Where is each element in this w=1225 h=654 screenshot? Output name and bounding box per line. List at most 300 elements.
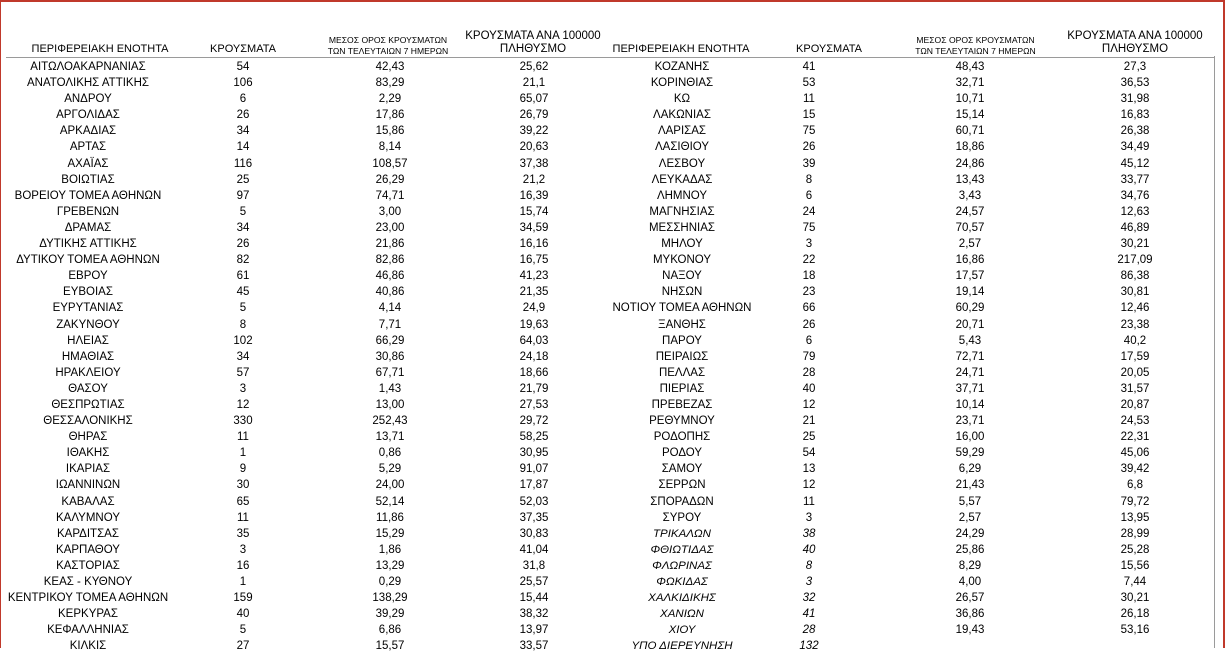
table-row <box>0 284 610 300</box>
region-cell: ΒΟΙΩΤΙΑΣ <box>61 173 115 186</box>
per100k-cell: 30,95 <box>519 447 549 460</box>
table-row <box>580 204 1220 220</box>
cases-cell: 3 <box>805 576 813 588</box>
region-cell: ΛΕΣΒΟΥ <box>658 157 706 170</box>
avg-cell: 1,43 <box>378 382 402 395</box>
region-cell: ΙΩΑΝΝΙΝΩΝ <box>55 479 121 492</box>
cases-cell: 11 <box>803 93 815 106</box>
region-cell: ΑΧΑΪΑΣ <box>67 157 109 170</box>
table-row <box>0 236 610 252</box>
per100k-cell: 12,46 <box>1120 302 1150 315</box>
table-row <box>0 526 610 542</box>
avg-cell: 15,57 <box>375 640 405 653</box>
region-cell: ΝΗΣΩΝ <box>661 286 703 299</box>
cases-cell: 12 <box>802 479 816 492</box>
region-cell: ΘΕΣΣΑΛΟΝΙΚΗΣ <box>43 415 133 428</box>
per100k-cell: 21,1 <box>522 77 546 90</box>
region-cell: ΑΝΔΡΟΥ <box>64 93 112 106</box>
avg-cell: 16,86 <box>955 254 985 267</box>
per100k-cell: 26,79 <box>519 109 549 122</box>
cases-cell: 1 <box>239 447 247 460</box>
cases-cell: 25 <box>236 173 250 186</box>
avg-cell: 5,43 <box>958 334 982 347</box>
avg-cell: 8,14 <box>378 141 402 154</box>
per100k-cell: 20,63 <box>519 141 549 154</box>
cases-cell: 11 <box>803 495 815 508</box>
avg-cell: 83,29 <box>375 77 405 90</box>
per100k-cell: 217,09 <box>1117 254 1153 267</box>
table-row <box>580 542 1220 558</box>
per100k-cell: 13,97 <box>519 624 549 637</box>
cases-cell: 61 <box>236 270 250 283</box>
cases-cell: 22 <box>802 254 816 267</box>
avg-cell: 26,29 <box>375 173 405 186</box>
per100k-cell: 24,53 <box>1120 415 1150 428</box>
avg-cell: 13,29 <box>375 559 405 572</box>
avg-cell: 7,71 <box>378 318 402 331</box>
per100k-cell: 45,06 <box>1120 447 1150 460</box>
avg-cell: 24,71 <box>955 366 985 379</box>
region-cell: ΚΩ <box>673 93 691 106</box>
header-avg-right-line2: ΤΩΝ ΤΕΛΕΥΤΑΙΩΝ 7 ΗΜΕΡΩΝ <box>915 46 1036 56</box>
cases-cell: 28 <box>802 624 816 637</box>
region-cell: ΧΙΟΥ <box>668 624 696 637</box>
cases-cell: 102 <box>233 334 253 347</box>
avg-cell: 10,71 <box>955 93 985 106</box>
per100k-cell: 31,57 <box>1120 382 1150 395</box>
table-row <box>0 477 610 493</box>
avg-cell: 6,86 <box>378 624 402 637</box>
avg-cell: 30,86 <box>375 350 405 363</box>
per100k-cell: 36,53 <box>1120 77 1150 90</box>
per100k-cell: 37,38 <box>519 157 549 170</box>
header-cases-right: ΚΡΟΥΣΜΑΤΑ <box>796 43 862 55</box>
table-row <box>580 397 1220 413</box>
avg-cell: 24,29 <box>955 527 985 540</box>
table-row <box>580 107 1220 123</box>
cases-cell: 5 <box>239 205 247 218</box>
avg-cell: 19,43 <box>955 624 985 637</box>
table-row <box>0 172 610 188</box>
per100k-cell: 65,07 <box>519 93 549 106</box>
per100k-cell: 20,05 <box>1120 366 1150 379</box>
region-cell: ΘΑΣΟΥ <box>68 382 108 395</box>
table-row <box>580 123 1220 139</box>
avg-cell: 4,00 <box>958 576 982 588</box>
per100k-cell: 25,57 <box>519 576 549 588</box>
header-per100k-left-line2: ΠΛΗΘΥΣΜΟ <box>499 43 567 55</box>
avg-cell: 82,86 <box>375 254 405 267</box>
table-row <box>0 300 610 316</box>
header-avg-left <box>313 35 463 57</box>
avg-cell: 59,29 <box>955 447 985 460</box>
per100k-cell: 52,03 <box>519 495 549 508</box>
table-row <box>580 59 1220 75</box>
cases-cell: 34 <box>236 221 250 234</box>
table-row <box>580 75 1220 91</box>
cases-cell: 23 <box>802 286 816 299</box>
region-cell: ΛΑΡΙΣΑΣ <box>657 125 707 138</box>
per100k-cell: 30,81 <box>1120 286 1150 299</box>
region-cell: ΛΑΣΙΘΙΟΥ <box>654 141 710 154</box>
avg-cell: 36,86 <box>955 608 985 621</box>
cases-cell: 65 <box>236 495 250 508</box>
region-cell: ΧΑΛΚΙΔΙΚΗΣ <box>648 592 716 605</box>
avg-cell: 66,29 <box>375 334 405 347</box>
avg-cell: 52,14 <box>375 495 405 508</box>
cases-cell: 82 <box>236 254 250 267</box>
region-cell: ΚΕΦΑΛΛΗΝΙΑΣ <box>47 624 129 637</box>
per100k-cell: 30,21 <box>1120 592 1150 605</box>
region-cell: ΔΥΤΙΚΗΣ ΑΤΤΙΚΗΣ <box>39 238 137 251</box>
per100k-cell: 24,9 <box>522 302 546 315</box>
region-cell: ΚΕΑΣ - ΚΥΘΝΟΥ <box>43 576 133 588</box>
per100k-cell: 53,16 <box>1120 624 1150 637</box>
avg-cell: 108,57 <box>372 157 408 170</box>
per100k-cell: 25,28 <box>1120 543 1150 556</box>
per100k-cell: 79,72 <box>1120 495 1150 508</box>
region-cell: ΚΑΒΑΛΑΣ <box>61 495 115 508</box>
cases-cell: 54 <box>802 447 816 460</box>
region-cell: ΤΡΙΚΑΛΩΝ <box>653 527 711 540</box>
region-cell: ΘΕΣΠΡΩΤΙΑΣ <box>51 398 125 411</box>
region-cell: ΜΕΣΣΗΝΙΑΣ <box>648 221 716 234</box>
avg-cell: 18,86 <box>955 141 985 154</box>
per100k-cell: 29,72 <box>519 415 549 428</box>
per100k-cell: 23,38 <box>1120 318 1150 331</box>
region-cell: ΣΠΟΡΑΔΩΝ <box>650 495 714 508</box>
avg-cell: 24,00 <box>375 479 405 492</box>
per100k-cell: 46,89 <box>1120 221 1150 234</box>
cases-cell: 41 <box>802 61 816 73</box>
avg-cell: 60,71 <box>955 125 985 138</box>
table-row <box>0 268 610 284</box>
avg-cell: 0,86 <box>378 447 402 460</box>
avg-cell: 15,86 <box>375 125 405 138</box>
per100k-cell: 31,98 <box>1120 93 1150 106</box>
per100k-cell: 21,2 <box>522 173 546 186</box>
region-cell: ΚΙΛΚΙΣ <box>69 640 107 653</box>
avg-cell: 70,57 <box>955 221 985 234</box>
table-row <box>580 429 1220 445</box>
cases-cell: 5 <box>239 624 247 637</box>
cases-cell: 26 <box>236 238 250 251</box>
cases-cell: 45 <box>236 286 250 299</box>
table-row <box>0 510 610 526</box>
avg-cell: 3,00 <box>378 205 402 218</box>
cases-cell: 11 <box>237 511 249 524</box>
cases-cell: 330 <box>233 415 253 428</box>
cases-cell: 41 <box>802 608 816 621</box>
table-row <box>0 558 610 574</box>
table-row <box>580 574 1220 590</box>
avg-cell: 13,71 <box>375 431 405 444</box>
region-cell: ΛΗΜΝΟΥ <box>656 189 708 202</box>
table-row <box>0 590 610 606</box>
window-frame-top <box>0 0 1225 2</box>
cases-cell: 21 <box>802 415 816 428</box>
avg-cell: 6,29 <box>958 463 982 476</box>
per100k-cell: 20,87 <box>1120 398 1150 411</box>
table-row <box>0 139 610 155</box>
cases-cell: 34 <box>236 125 250 138</box>
cases-cell: 6 <box>805 334 813 347</box>
table-row <box>580 590 1220 606</box>
per100k-cell: 12,63 <box>1120 205 1150 218</box>
cases-cell: 6 <box>805 189 813 202</box>
table-row <box>580 139 1220 155</box>
table-row <box>580 300 1220 316</box>
avg-cell: 23,71 <box>955 415 985 428</box>
region-cell: ΦΛΩΡΙΝΑΣ <box>652 559 712 572</box>
region-cell: ΡΕΘΥΜΝΟΥ <box>649 415 715 428</box>
region-cell: ΜΥΚΟΝΟΥ <box>652 254 712 267</box>
region-cell: ΠΑΡΟΥ <box>662 334 702 347</box>
region-cell: ΘΗΡΑΣ <box>68 431 108 444</box>
table-row <box>0 59 610 75</box>
per100k-cell: 34,49 <box>1120 141 1150 154</box>
region-cell: ΑΡΚΑΔΙΑΣ <box>59 125 117 138</box>
avg-cell: 20,71 <box>955 318 985 331</box>
per100k-cell: 39,22 <box>519 125 549 138</box>
cases-cell: 12 <box>236 398 250 411</box>
table-row <box>0 252 610 268</box>
table-row <box>0 107 610 123</box>
cases-cell: 28 <box>802 366 816 379</box>
table-row <box>0 365 610 381</box>
table-row <box>0 220 610 236</box>
region-cell: ΡΟΔΟΠΗΣ <box>653 431 711 444</box>
region-cell: ΓΡΕΒΕΝΩΝ <box>56 205 120 218</box>
per100k-cell: 33,57 <box>519 640 549 653</box>
region-cell: ΠΙΕΡΙΑΣ <box>659 382 705 395</box>
avg-cell: 32,71 <box>955 77 985 90</box>
avg-cell: 40,86 <box>375 286 405 299</box>
cases-cell: 53 <box>802 77 816 90</box>
cases-cell: 66 <box>802 302 816 315</box>
region-cell: ΚΕΡΚΥΡΑΣ <box>58 608 118 621</box>
cases-cell: 106 <box>233 77 253 90</box>
avg-cell: 13,43 <box>955 173 985 186</box>
table-row <box>0 75 610 91</box>
table-row <box>580 220 1220 236</box>
table-row <box>580 461 1220 477</box>
region-cell: ΠΕΙΡΑΙΩΣ <box>655 350 709 363</box>
cases-cell: 3 <box>239 382 247 395</box>
table-row <box>580 156 1220 172</box>
per100k-cell: 91,07 <box>519 463 549 476</box>
cases-cell: 13 <box>802 463 816 476</box>
per100k-cell: 17,59 <box>1120 350 1150 363</box>
table-row <box>580 413 1220 429</box>
region-cell: ΝΟΤΙΟΥ ΤΟΜΕΑ ΑΘΗΝΩΝ <box>612 302 752 315</box>
per100k-cell: 16,75 <box>519 254 549 267</box>
avg-cell: 5,57 <box>958 495 982 508</box>
region-cell: ΔΡΑΜΑΣ <box>64 221 112 234</box>
region-cell: ΕΥΡΥΤΑΝΙΑΣ <box>52 302 124 315</box>
cases-cell: 15 <box>802 109 816 122</box>
avg-cell: 42,43 <box>375 61 405 73</box>
region-cell: ΦΘΙΩΤΙΔΑΣ <box>650 543 714 556</box>
per100k-cell: 16,39 <box>519 189 549 202</box>
header-per100k-left-line1: ΚΡΟΥΣΜΑΤΑ ΑΝΑ 100000 <box>465 30 601 42</box>
table-row <box>0 638 610 654</box>
per100k-cell: 41,04 <box>519 543 549 556</box>
table-row <box>580 526 1220 542</box>
table-row <box>0 445 610 461</box>
table-row <box>0 349 610 365</box>
table-row <box>580 333 1220 349</box>
table-row <box>0 542 610 558</box>
avg-cell: 138,29 <box>372 592 408 605</box>
region-cell: ΚΟΡΙΝΘΙΑΣ <box>650 77 714 90</box>
per100k-cell: 15,44 <box>519 592 549 605</box>
table-row <box>580 284 1220 300</box>
avg-cell: 60,29 <box>955 302 985 315</box>
region-cell: ΥΠΟ ΔΙΕΡΕΥΝΗΣΗ <box>631 640 733 653</box>
cases-cell: 8 <box>239 318 247 331</box>
per100k-cell: 19,63 <box>519 318 549 331</box>
per100k-cell: 21,79 <box>519 382 549 395</box>
per100k-cell: 13,95 <box>1120 511 1150 524</box>
per100k-cell: 22,31 <box>1120 431 1150 444</box>
region-cell: ΝΑΞΟΥ <box>662 270 702 283</box>
region-cell: ΜΗΛΟΥ <box>661 238 703 251</box>
per100k-cell: 16,16 <box>519 238 549 251</box>
region-cell: ΕΒΡΟΥ <box>68 270 108 283</box>
cases-cell: 32 <box>802 592 816 605</box>
per100k-cell: 37,35 <box>519 511 549 524</box>
region-cell: ΙΘΑΚΗΣ <box>66 447 110 460</box>
header-avg-right-line1: ΜΕΣΟΣ ΟΡΟΣ ΚΡΟΥΣΜΑΤΩΝ <box>916 35 1035 45</box>
region-cell: ΖΑΚΥΝΘΟΥ <box>56 318 120 331</box>
avg-cell: 23,00 <box>375 221 405 234</box>
cases-cell: 26 <box>802 141 816 154</box>
cases-cell: 11 <box>237 431 249 444</box>
cases-cell: 8 <box>805 559 813 572</box>
table-row <box>0 413 610 429</box>
avg-cell: 2,57 <box>958 238 982 251</box>
table-row <box>580 638 1220 654</box>
header-avg-left-line1: ΜΕΣΟΣ ΟΡΟΣ ΚΡΟΥΣΜΑΤΩΝ <box>328 35 448 45</box>
table-row <box>580 365 1220 381</box>
table-row <box>580 477 1220 493</box>
avg-cell: 25,86 <box>955 543 985 556</box>
cases-cell: 3 <box>805 238 813 251</box>
avg-cell: 10,14 <box>955 398 985 411</box>
region-cell: ΒΟΡΕΙΟΥ ΤΟΜΕΑ ΑΘΗΝΩΝ <box>14 189 162 202</box>
cases-cell: 18 <box>802 270 816 283</box>
avg-cell: 2,57 <box>958 511 982 524</box>
table-row <box>580 349 1220 365</box>
per100k-cell: 40,2 <box>1123 334 1147 347</box>
header-per100k-right <box>1060 30 1210 56</box>
table-row <box>580 172 1220 188</box>
table-row <box>580 606 1220 622</box>
avg-cell: 24,57 <box>955 205 985 218</box>
per100k-cell: 39,42 <box>1120 463 1150 476</box>
table-row <box>580 558 1220 574</box>
region-cell: ΛΑΚΩΝΙΑΣ <box>653 109 711 122</box>
cases-cell: 79 <box>802 350 816 363</box>
region-cell: ΚΕΝΤΡΙΚΟΥ ΤΟΜΕΑ ΑΘΗΝΩΝ <box>7 592 169 605</box>
avg-cell: 46,86 <box>375 270 405 283</box>
per100k-cell: 45,12 <box>1120 157 1150 170</box>
region-cell: ΚΑΡΠΑΘΟΥ <box>56 543 120 556</box>
avg-cell: 5,29 <box>378 463 402 476</box>
avg-cell: 72,71 <box>955 350 985 363</box>
region-cell: ΑΝΑΤΟΛΙΚΗΣ ΑΤΤΙΚΗΣ <box>26 77 149 90</box>
cases-cell: 40 <box>236 608 250 621</box>
region-cell: ΗΛΕΙΑΣ <box>67 334 109 347</box>
region-cell: ΕΥΒΟΙΑΣ <box>63 286 113 299</box>
table-row <box>580 268 1220 284</box>
per100k-cell: 17,87 <box>519 479 549 492</box>
cases-cell: 132 <box>799 640 819 653</box>
cases-cell: 6 <box>239 93 247 106</box>
table-row <box>0 204 610 220</box>
region-cell: ΚΟΖΑΝΗΣ <box>654 61 710 73</box>
per100k-cell: 38,32 <box>519 608 549 621</box>
region-cell: ΑΡΓΟΛΙΔΑΣ <box>56 109 120 122</box>
table-row <box>0 91 610 107</box>
header-cases-left: ΚΡΟΥΣΜΑΤΑ <box>210 43 276 55</box>
table-row <box>0 317 610 333</box>
cases-cell: 57 <box>236 366 250 379</box>
region-cell: ΚΑΛΥΜΝΟΥ <box>56 511 120 524</box>
per100k-cell: 28,99 <box>1120 527 1150 540</box>
region-cell: ΜΑΓΝΗΣΙΑΣ <box>649 205 715 218</box>
per100k-cell: 24,18 <box>519 350 549 363</box>
cases-cell: 14 <box>236 141 250 154</box>
region-cell: ΡΟΔΟΥ <box>661 447 703 460</box>
cases-cell: 35 <box>236 527 250 540</box>
per100k-cell: 7,44 <box>1123 576 1147 588</box>
cases-cell: 97 <box>236 189 250 202</box>
avg-cell: 8,29 <box>958 559 982 572</box>
region-cell: ΚΑΣΤΟΡΙΑΣ <box>56 559 120 572</box>
cases-cell: 40 <box>802 543 816 556</box>
left-table <box>0 59 610 654</box>
avg-cell: 67,71 <box>375 366 405 379</box>
per100k-cell: 41,23 <box>519 270 549 283</box>
cases-cell: 34 <box>236 350 250 363</box>
table-row <box>580 381 1220 397</box>
region-cell: ΙΚΑΡΙΑΣ <box>65 463 111 476</box>
table-row <box>0 461 610 477</box>
cases-cell: 40 <box>802 382 816 395</box>
table-row <box>580 445 1220 461</box>
table-row <box>580 91 1220 107</box>
region-cell: ΠΡΕΒΕΖΑΣ <box>651 398 713 411</box>
right-table <box>580 59 1220 654</box>
cases-cell: 75 <box>802 125 816 138</box>
avg-cell: 26,57 <box>955 592 985 605</box>
region-cell: ΣΥΡΟΥ <box>662 511 702 524</box>
cases-cell: 39 <box>802 157 816 170</box>
cases-cell: 16 <box>236 559 250 572</box>
avg-cell: 4,14 <box>378 302 402 315</box>
table-row <box>580 317 1220 333</box>
cases-cell: 159 <box>233 592 253 605</box>
table-row <box>0 381 610 397</box>
avg-cell: 37,71 <box>955 382 985 395</box>
avg-cell: 19,14 <box>955 286 985 299</box>
avg-cell: 0,29 <box>378 576 402 588</box>
header-avg-right <box>898 35 1053 57</box>
region-cell: ΑΡΤΑΣ <box>69 141 107 154</box>
per100k-cell: 86,38 <box>1120 270 1150 283</box>
